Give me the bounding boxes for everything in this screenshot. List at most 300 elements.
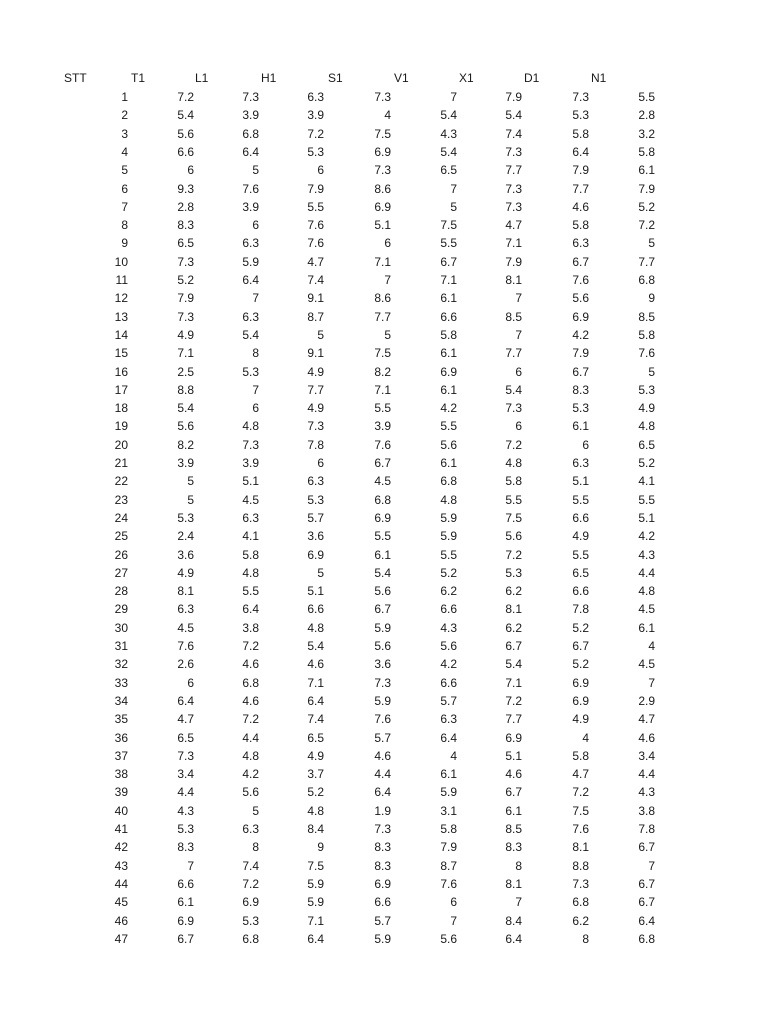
table-cell: 7.9: [638, 181, 655, 196]
table-cell: 4.4: [177, 785, 194, 800]
row-index-cell: 43: [114, 858, 128, 873]
table-cell: 8.3: [505, 840, 522, 855]
row-index-cell: 38: [114, 767, 128, 782]
table-cell: 8.7: [307, 309, 324, 324]
table-cell: 6.3: [177, 602, 194, 617]
table-cell: 8.6: [374, 181, 391, 196]
table-cell: 6.3: [242, 309, 259, 324]
table-cell: 7.2: [505, 547, 522, 562]
table-cell: 4.9: [177, 565, 194, 580]
table-cell: 8.1: [177, 584, 194, 599]
table-cell: 5.6: [374, 584, 391, 599]
table-cell: 7.6: [572, 822, 589, 836]
table-cell: 6: [582, 437, 589, 452]
row-index-cell: 39: [114, 785, 128, 800]
table-cell: 5.9: [307, 876, 324, 891]
table-cell: 4.3: [638, 547, 655, 562]
table-cell: 6.9: [440, 364, 457, 379]
table-cell: 6.7: [572, 364, 589, 379]
table-cell: 7.7: [572, 181, 589, 196]
table-cell: 4.9: [638, 401, 655, 416]
table-cell: 6.4: [307, 931, 324, 946]
table-cell: 8.4: [505, 913, 522, 928]
table-cell: 5.3: [572, 108, 589, 123]
table-cell: 7.3: [374, 90, 391, 104]
table-cell: 8.1: [505, 876, 522, 891]
table-cell: 6.7: [374, 602, 391, 617]
table-cell: 5.5: [242, 584, 259, 599]
table-cell: 6.8: [242, 931, 259, 946]
table-cell: 6.1: [374, 547, 391, 562]
table-cell: 5.3: [572, 401, 589, 416]
table-cell: 4.7: [572, 767, 589, 782]
table-cell: 5.2: [638, 456, 655, 470]
table-cell: 6.5: [572, 565, 589, 580]
table-cell: 6.7: [572, 254, 589, 269]
table-cell: 5: [648, 236, 655, 251]
table-cell: 6.9: [374, 144, 391, 159]
table-cell: 3.9: [177, 456, 194, 470]
table-cell: 6.9: [505, 730, 522, 745]
table-cell: 7.3: [374, 675, 391, 690]
table-cell: 6: [252, 401, 259, 416]
row-index-cell: 23: [114, 492, 128, 507]
table-cell: 6: [317, 456, 324, 470]
table-cell: 5.7: [374, 913, 391, 928]
table-cell: 5.3: [307, 492, 324, 507]
table-cell: 6.4: [242, 273, 259, 287]
table-cell: 5.4: [177, 401, 194, 416]
table-cell: 7.3: [177, 254, 194, 269]
table-cell: 5.5: [440, 236, 457, 251]
table-cell: 5.1: [374, 218, 391, 233]
table-cell: 6.9: [374, 510, 391, 525]
table-cell: 8.1: [505, 602, 522, 617]
row-index-cell: 9: [121, 236, 128, 251]
table-cell: 7: [384, 273, 391, 287]
table-cell: 4.6: [638, 730, 655, 745]
table-cell: 5.1: [307, 584, 324, 599]
table-cell: 4.6: [242, 693, 259, 708]
table-cell: 6.1: [572, 419, 589, 434]
table-cell: 5.3: [242, 364, 259, 379]
table-cell: 7.3: [505, 199, 522, 214]
table-cell: 7.2: [505, 437, 522, 452]
row-index-cell: 45: [114, 895, 128, 910]
row-index-cell: 35: [114, 712, 128, 727]
table-cell: 7.6: [374, 712, 391, 727]
table-cell: 6.3: [572, 456, 589, 470]
table-cell: 6.4: [374, 785, 391, 800]
table-cell: 6: [252, 218, 259, 233]
table-cell: 6.5: [638, 437, 655, 452]
table-cell: 5.7: [374, 730, 391, 745]
row-index-cell: 31: [114, 639, 128, 653]
table-cell: 7.5: [307, 858, 324, 873]
table-cell: 4.3: [440, 620, 457, 635]
table-cell: 4.6: [307, 657, 324, 672]
table-cell: 5.9: [440, 510, 457, 525]
table-cell: 6.1: [638, 620, 655, 635]
table-cell: 7.2: [242, 712, 259, 727]
column-header-l1: L1: [195, 71, 209, 85]
table-cell: 6.6: [177, 144, 194, 159]
table-cell: 6.9: [374, 199, 391, 214]
table-cell: 8.1: [505, 273, 522, 287]
table-cell: 7.2: [242, 639, 259, 653]
table-cell: 5.5: [307, 199, 324, 214]
table-cell: 7.5: [440, 218, 457, 233]
row-index-cell: 27: [114, 565, 128, 580]
table-cell: 5.3: [177, 510, 194, 525]
table-cell: 9.3: [177, 181, 194, 196]
table-cell: 4.1: [638, 474, 655, 489]
table-cell: 6.8: [242, 675, 259, 690]
table-cell: 7.5: [374, 126, 391, 141]
row-index-cell: 15: [114, 346, 128, 361]
table-cell: 6.3: [572, 236, 589, 251]
table-cell: 7.3: [505, 144, 522, 159]
table-cell: 7: [450, 90, 457, 104]
table-cell: 6.4: [572, 144, 589, 159]
table-cell: 6.9: [572, 693, 589, 708]
table-cell: 6.4: [242, 144, 259, 159]
table-cell: 5.5: [505, 492, 522, 507]
column-header-s1: S1: [328, 71, 343, 85]
table-cell: 4.8: [307, 803, 324, 818]
row-index-cell: 7: [121, 199, 128, 214]
table-cell: 6.7: [638, 895, 655, 910]
table-cell: 4.7: [307, 254, 324, 269]
table-cell: 6.1: [177, 895, 194, 910]
table-cell: 6.7: [374, 456, 391, 470]
table-cell: 4.3: [440, 126, 457, 141]
table-cell: 6.6: [572, 510, 589, 525]
table-cell: 4.9: [572, 712, 589, 727]
table-cell: 6.9: [177, 913, 194, 928]
table-cell: 4.6: [572, 199, 589, 214]
table-cell: 5.6: [177, 419, 194, 434]
table-cell: 6.9: [572, 309, 589, 324]
table-cell: 7.6: [177, 639, 194, 653]
table-cell: 6.4: [440, 730, 457, 745]
table-cell: 5.8: [572, 126, 589, 141]
row-index-cell: 25: [114, 529, 128, 544]
table-cell: 8.3: [374, 858, 391, 873]
table-cell: 5.4: [177, 108, 194, 123]
table-cell: 8: [515, 858, 522, 873]
table-cell: 6.9: [572, 675, 589, 690]
table-cell: 5.5: [572, 492, 589, 507]
table-cell: 5.6: [440, 639, 457, 653]
table-cell: 5.5: [638, 90, 655, 104]
table-cell: 6.4: [177, 693, 194, 708]
table-cell: 6.2: [572, 913, 589, 928]
table-cell: 5.8: [440, 327, 457, 342]
table-cell: 5.4: [307, 639, 324, 653]
table-cell: 5.8: [638, 327, 655, 342]
table-cell: 4.9: [307, 748, 324, 763]
column-header-t1: T1: [131, 71, 146, 85]
row-index-cell: 19: [114, 419, 128, 434]
table-cell: 7.6: [307, 218, 324, 233]
table-cell: 5.9: [374, 693, 391, 708]
table-cell: 6.6: [440, 675, 457, 690]
table-cell: 5.5: [638, 492, 655, 507]
table-cell: 6.8: [572, 895, 589, 910]
row-index-cell: 20: [114, 437, 128, 452]
table-cell: 6.4: [307, 693, 324, 708]
table-cell: 7: [648, 858, 655, 873]
table-cell: 4.7: [638, 712, 655, 727]
table-cell: 6.6: [440, 602, 457, 617]
table-cell: 9: [648, 291, 655, 306]
table-cell: 5.4: [440, 144, 457, 159]
table-cell: 5.6: [505, 529, 522, 544]
table-cell: 6.8: [440, 474, 457, 489]
table-cell: 7.9: [505, 254, 522, 269]
row-index-cell: 6: [121, 181, 128, 196]
table-cell: 7.8: [638, 822, 655, 836]
table-cell: 5: [187, 492, 194, 507]
table-cell: 7.3: [242, 437, 259, 452]
table-cell: 7: [515, 291, 522, 306]
table-cell: 7: [450, 913, 457, 928]
table-cell: 5.6: [440, 437, 457, 452]
row-index-cell: 29: [114, 602, 128, 617]
table-cell: 6.7: [440, 254, 457, 269]
table-cell: 6: [450, 895, 457, 910]
table-cell: 3.4: [638, 748, 655, 763]
table-cell: 6.2: [440, 584, 457, 599]
table-cell: 8.8: [572, 858, 589, 873]
table-cell: 5.6: [572, 291, 589, 306]
table-cell: 7: [648, 675, 655, 690]
table-cell: 7.9: [177, 291, 194, 306]
table-cell: 5: [317, 327, 324, 342]
table-cell: 2.6: [177, 657, 194, 672]
table-cell: 6.5: [440, 163, 457, 178]
table-cell: 6.7: [638, 840, 655, 855]
table-cell: 6.9: [374, 876, 391, 891]
table-cell: 7: [252, 291, 259, 306]
table-cell: 9.1: [307, 346, 324, 361]
table-cell: 5: [317, 565, 324, 580]
table-cell: 4.3: [177, 803, 194, 818]
table-cell: 7.3: [177, 748, 194, 763]
table-cell: 2.5: [177, 364, 194, 379]
table-cell: 2.8: [638, 108, 655, 123]
table-cell: 6.8: [638, 273, 655, 287]
table-cell: 4.5: [374, 474, 391, 489]
table-cell: 5.6: [177, 126, 194, 141]
table-cell: 6.6: [440, 309, 457, 324]
table-cell: 5.1: [505, 748, 522, 763]
table-cell: 7.2: [307, 126, 324, 141]
table-cell: 5.4: [505, 657, 522, 672]
table-cell: 5.8: [572, 218, 589, 233]
row-index-cell: 3: [121, 126, 128, 141]
row-index-cell: 13: [114, 309, 128, 324]
table-cell: 7.9: [572, 346, 589, 361]
row-index-cell: 32: [114, 657, 128, 672]
table-cell: 8.2: [374, 364, 391, 379]
table-cell: 5.9: [307, 895, 324, 910]
table-cell: 7.3: [177, 309, 194, 324]
table-cell: 9.1: [307, 291, 324, 306]
table-cell: 8.6: [374, 291, 391, 306]
table-cell: 5.8: [505, 474, 522, 489]
table-cell: 7.4: [242, 858, 259, 873]
table-cell: 4.1: [242, 529, 259, 544]
table-cell: 8.2: [177, 437, 194, 452]
table-cell: 5.5: [572, 547, 589, 562]
table-cell: 7.1: [374, 382, 391, 397]
table-cell: 5.3: [242, 913, 259, 928]
table-cell: 5: [252, 163, 259, 178]
table-cell: 2.9: [638, 693, 655, 708]
table-cell: 7.1: [440, 273, 457, 287]
table-cell: 6.3: [242, 822, 259, 836]
table-cell: 3.9: [242, 108, 259, 123]
table-cell: 4.6: [505, 767, 522, 782]
table-cell: 4.9: [307, 364, 324, 379]
table-cell: 6.4: [505, 931, 522, 946]
table-cell: 7.1: [505, 675, 522, 690]
table-cell: 8: [582, 931, 589, 946]
row-index-cell: 12: [114, 291, 128, 306]
table-cell: 7.3: [572, 876, 589, 891]
table-cell: 5.4: [505, 382, 522, 397]
table-cell: 7.8: [572, 602, 589, 617]
table-cell: 4.8: [638, 419, 655, 434]
table-cell: 7.8: [307, 437, 324, 452]
table-cell: 8: [252, 346, 259, 361]
table-cell: 5.5: [374, 401, 391, 416]
table-cell: 4.4: [374, 767, 391, 782]
table-cell: 1.9: [374, 803, 391, 818]
table-cell: 6: [515, 419, 522, 434]
table-cell: 8.8: [177, 382, 194, 397]
table-cell: 4: [582, 730, 589, 745]
table-cell: 7.2: [242, 876, 259, 891]
table-cell: 4.8: [242, 419, 259, 434]
row-index-cell: 46: [114, 913, 128, 928]
table-cell: 5: [187, 474, 194, 489]
row-index-cell: 5: [121, 163, 128, 178]
table-cell: 6.8: [638, 931, 655, 946]
table-cell: 6.1: [440, 456, 457, 470]
row-index-cell: 28: [114, 584, 128, 599]
table-cell: 6.5: [177, 236, 194, 251]
table-cell: 7.3: [572, 90, 589, 104]
table-cell: 6: [187, 675, 194, 690]
table-cell: 4.8: [307, 620, 324, 635]
row-index-cell: 16: [114, 364, 128, 379]
table-cell: 4.2: [242, 767, 259, 782]
table-cell: 3.6: [307, 529, 324, 544]
table-cell: 4.8: [440, 492, 457, 507]
table-cell: 6.3: [307, 90, 324, 104]
table-cell: 6.3: [242, 236, 259, 251]
table-cell: 5.6: [242, 785, 259, 800]
row-index-cell: 11: [115, 273, 128, 287]
table-cell: 5.2: [572, 620, 589, 635]
table-cell: 3.8: [242, 620, 259, 635]
table-cell: 7.1: [505, 236, 522, 251]
row-index-cell: 42: [114, 840, 128, 855]
row-index-cell: 41: [114, 822, 128, 836]
table-cell: 6.1: [638, 163, 655, 178]
table-cell: 6.9: [307, 547, 324, 562]
table-cell: 4.9: [572, 529, 589, 544]
row-index-cell: 24: [114, 510, 128, 525]
table-cell: 5: [252, 803, 259, 818]
table-cell: 6.3: [307, 474, 324, 489]
row-index-cell: 47: [114, 931, 128, 946]
table-cell: 7.1: [307, 913, 324, 928]
table-cell: 6.3: [440, 712, 457, 727]
table-cell: 7: [187, 858, 194, 873]
table-cell: 4.2: [572, 327, 589, 342]
table-cell: 7.6: [307, 236, 324, 251]
row-index-cell: 44: [114, 876, 128, 891]
table-cell: 7.2: [505, 693, 522, 708]
table-cell: 7.9: [505, 90, 522, 104]
table-cell: 7: [515, 895, 522, 910]
table-cell: 6.6: [177, 876, 194, 891]
column-header-x1: X1: [459, 71, 474, 85]
table-cell: 6.7: [638, 876, 655, 891]
table-cell: 6.4: [242, 602, 259, 617]
table-cell: 4.4: [638, 767, 655, 782]
table-cell: 5.2: [440, 565, 457, 580]
table-cell: 8.3: [572, 382, 589, 397]
table-cell: 3.8: [638, 803, 655, 818]
table-cell: 5.6: [374, 639, 391, 653]
table-cell: 5.7: [307, 510, 324, 525]
table-cell: 7.9: [307, 181, 324, 196]
table-cell: 5.2: [177, 273, 194, 287]
table-cell: 4.4: [242, 730, 259, 745]
table-cell: 4.6: [242, 657, 259, 672]
table-cell: 5.1: [242, 474, 259, 489]
table-cell: 6.7: [505, 785, 522, 800]
row-index-cell: 26: [114, 547, 128, 562]
table-cell: 4.2: [638, 529, 655, 544]
table-cell: 7.5: [505, 510, 522, 525]
row-index-cell: 36: [114, 730, 128, 745]
table-cell: 4.5: [177, 620, 194, 635]
table-cell: 7.2: [638, 218, 655, 233]
table-cell: 4.8: [242, 748, 259, 763]
table-cell: 6: [384, 236, 391, 251]
table-cell: 6.7: [505, 639, 522, 653]
table-cell: 3.4: [177, 767, 194, 782]
table-cell: 7.5: [572, 803, 589, 818]
table-cell: 7.7: [307, 382, 324, 397]
table-cell: 7.1: [307, 675, 324, 690]
table-cell: 8.7: [440, 858, 457, 873]
table-cell: 5.2: [307, 785, 324, 800]
table-cell: 7: [450, 181, 457, 196]
table-cell: 7.6: [638, 346, 655, 361]
table-cell: 4: [384, 108, 391, 123]
table-cell: 3.6: [374, 657, 391, 672]
table-cell: 8.4: [307, 822, 324, 836]
table-cell: 6.5: [177, 730, 194, 745]
table-cell: 6.8: [242, 126, 259, 141]
